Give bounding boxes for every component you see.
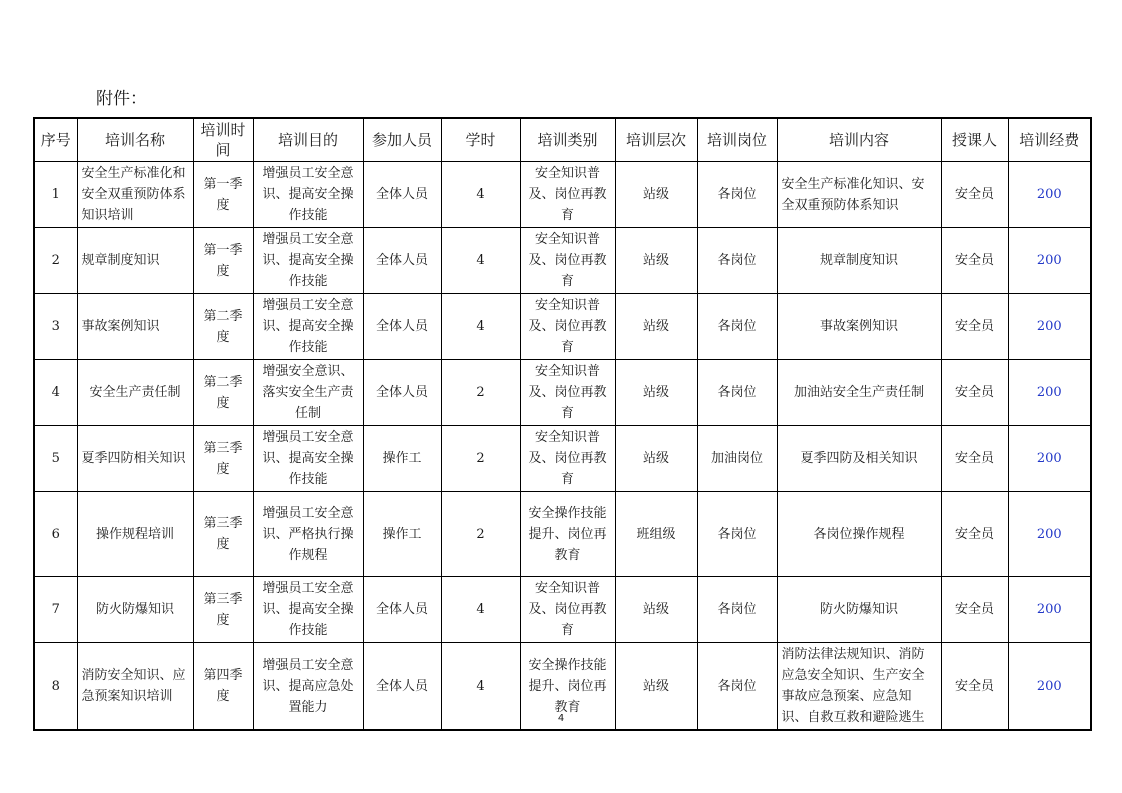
cell-training-post: 各岗位	[697, 294, 777, 360]
cell-training-time: 第三季度	[193, 426, 253, 492]
cell-training-budget: 200	[1008, 426, 1091, 492]
cell-instructor: 安全员	[941, 426, 1008, 492]
cell-index: 7	[34, 577, 77, 643]
cell-training-budget: 200	[1008, 294, 1091, 360]
cell-hours: 2	[441, 360, 520, 426]
cell-training-level: 站级	[615, 577, 697, 643]
cell-training-level: 站级	[615, 426, 697, 492]
cell-participants: 全体人员	[363, 228, 441, 294]
cell-training-name: 安全生产责任制	[77, 360, 193, 426]
cell-training-name: 规章制度知识	[77, 228, 193, 294]
cell-training-time: 第一季度	[193, 228, 253, 294]
cell-hours: 4	[441, 228, 520, 294]
cell-training-time: 第二季度	[193, 294, 253, 360]
cell-instructor: 安全员	[941, 162, 1008, 228]
cell-training-purpose: 增强员工安全意识、提高安全操作技能	[253, 228, 363, 294]
cell-training-time: 第二季度	[193, 360, 253, 426]
cell-training-category: 安全知识普及、岗位再教育	[520, 360, 615, 426]
cell-training-post: 各岗位	[697, 492, 777, 577]
header-participants: 参加人员	[363, 118, 441, 162]
cell-training-purpose: 增强员工安全意识、严格执行操作规程	[253, 492, 363, 577]
cell-participants: 全体人员	[363, 643, 441, 731]
cell-participants: 全体人员	[363, 294, 441, 360]
cell-training-time: 第一季度	[193, 162, 253, 228]
cell-instructor: 安全员	[941, 294, 1008, 360]
cell-training-name: 安全生产标准化和安全双重预防体系知识培训	[77, 162, 193, 228]
cell-hours: 2	[441, 426, 520, 492]
cell-training-content: 规章制度知识	[777, 228, 941, 294]
cell-training-post: 各岗位	[697, 228, 777, 294]
header-training-post: 培训岗位	[697, 118, 777, 162]
cell-instructor: 安全员	[941, 643, 1008, 731]
cell-instructor: 安全员	[941, 577, 1008, 643]
page-number: 4	[557, 713, 565, 724]
cell-index: 3	[34, 294, 77, 360]
cell-index: 8	[34, 643, 77, 731]
cell-instructor: 安全员	[941, 228, 1008, 294]
header-training-category: 培训类别	[520, 118, 615, 162]
cell-index: 1	[34, 162, 77, 228]
cell-training-content: 夏季四防及相关知识	[777, 426, 941, 492]
cell-training-budget: 200	[1008, 643, 1091, 731]
cell-training-post: 各岗位	[697, 360, 777, 426]
cell-training-purpose: 增强安全意识、落实安全生产责任制	[253, 360, 363, 426]
cell-training-category: 安全知识普及、岗位再教育	[520, 228, 615, 294]
cell-index: 5	[34, 426, 77, 492]
cell-training-budget: 200	[1008, 228, 1091, 294]
table-row	[34, 360, 1091, 426]
cell-training-budget: 200	[1008, 360, 1091, 426]
cell-participants: 全体人员	[363, 162, 441, 228]
cell-training-budget: 200	[1008, 492, 1091, 577]
cell-training-content: 消防法律法规知识、消防应急安全知识、生产安全事故应急预案、应急知识、自救互救和避险逃生	[777, 643, 941, 731]
cell-training-purpose: 增强员工安全意识、提高安全操作技能	[253, 162, 363, 228]
cell-participants: 全体人员	[363, 360, 441, 426]
cell-training-name: 消防安全知识、应急预案知识培训	[77, 643, 193, 731]
cell-training-category: 安全知识普及、岗位再教育	[520, 294, 615, 360]
cell-hours: 4	[441, 643, 520, 731]
cell-training-level: 站级	[615, 228, 697, 294]
cell-training-content: 安全生产标准化知识、安全双重预防体系知识	[777, 162, 941, 228]
header-training-content: 培训内容	[777, 118, 941, 162]
header-training-budget: 培训经费	[1008, 118, 1091, 162]
cell-hours: 2	[441, 492, 520, 577]
cell-training-time: 第三季度	[193, 492, 253, 577]
cell-training-post: 各岗位	[697, 577, 777, 643]
cell-index: 4	[34, 360, 77, 426]
cell-training-category: 安全操作技能提升、岗位再教育	[520, 492, 615, 577]
cell-training-level: 站级	[615, 360, 697, 426]
cell-index: 2	[34, 228, 77, 294]
cell-hours: 4	[441, 577, 520, 643]
cell-training-level: 站级	[615, 162, 697, 228]
attachment-label: 附件：	[96, 89, 147, 109]
cell-training-purpose: 增强员工安全意识、提高安全操作技能	[253, 577, 363, 643]
cell-training-category: 安全操作技能提升、岗位再教育	[520, 643, 615, 731]
table-row	[34, 426, 1091, 492]
cell-training-content: 各岗位操作规程	[777, 492, 941, 577]
cell-index: 6	[34, 492, 77, 577]
table-row	[34, 492, 1091, 577]
cell-training-purpose: 增强员工安全意识、提高应急处置能力	[253, 643, 363, 731]
table-row	[34, 577, 1091, 643]
cell-training-content: 事故案例知识	[777, 294, 941, 360]
cell-participants: 全体人员	[363, 577, 441, 643]
table-row	[34, 162, 1091, 228]
training-plan-table	[33, 117, 1092, 731]
cell-training-post: 各岗位	[697, 643, 777, 731]
cell-hours: 4	[441, 294, 520, 360]
header-training-name: 培训名称	[77, 118, 193, 162]
cell-training-name: 事故案例知识	[77, 294, 193, 360]
cell-training-post: 加油岗位	[697, 426, 777, 492]
cell-training-category: 安全知识普及、岗位再教育	[520, 577, 615, 643]
cell-participants: 操作工	[363, 492, 441, 577]
table-row	[34, 294, 1091, 360]
cell-training-category: 安全知识普及、岗位再教育	[520, 426, 615, 492]
cell-training-level: 班组级	[615, 492, 697, 577]
cell-training-level: 站级	[615, 294, 697, 360]
header-training-time: 培训时间	[193, 118, 253, 162]
cell-participants: 操作工	[363, 426, 441, 492]
header-training-level: 培训层次	[615, 118, 697, 162]
cell-training-name: 防火防爆知识	[77, 577, 193, 643]
cell-instructor: 安全员	[941, 360, 1008, 426]
cell-training-content: 加油站安全生产责任制	[777, 360, 941, 426]
table-header-row	[34, 118, 1091, 162]
cell-training-budget: 200	[1008, 162, 1091, 228]
cell-training-purpose: 增强员工安全意识、提高安全操作技能	[253, 294, 363, 360]
cell-instructor: 安全员	[941, 492, 1008, 577]
header-training-purpose: 培训目的	[253, 118, 363, 162]
cell-training-name: 夏季四防相关知识	[77, 426, 193, 492]
cell-training-level: 站级	[615, 643, 697, 731]
cell-training-category: 安全知识普及、岗位再教育	[520, 162, 615, 228]
header-hours: 学时	[441, 118, 520, 162]
cell-training-purpose: 增强员工安全意识、提高安全操作技能	[253, 426, 363, 492]
header-instructor: 授课人	[941, 118, 1008, 162]
cell-hours: 4	[441, 162, 520, 228]
table-row	[34, 228, 1091, 294]
cell-training-budget: 200	[1008, 577, 1091, 643]
cell-training-time: 第四季度	[193, 643, 253, 731]
cell-training-time: 第三季度	[193, 577, 253, 643]
header-index: 序号	[34, 118, 77, 162]
cell-training-content: 防火防爆知识	[777, 577, 941, 643]
cell-training-post: 各岗位	[697, 162, 777, 228]
cell-training-name: 操作规程培训	[77, 492, 193, 577]
